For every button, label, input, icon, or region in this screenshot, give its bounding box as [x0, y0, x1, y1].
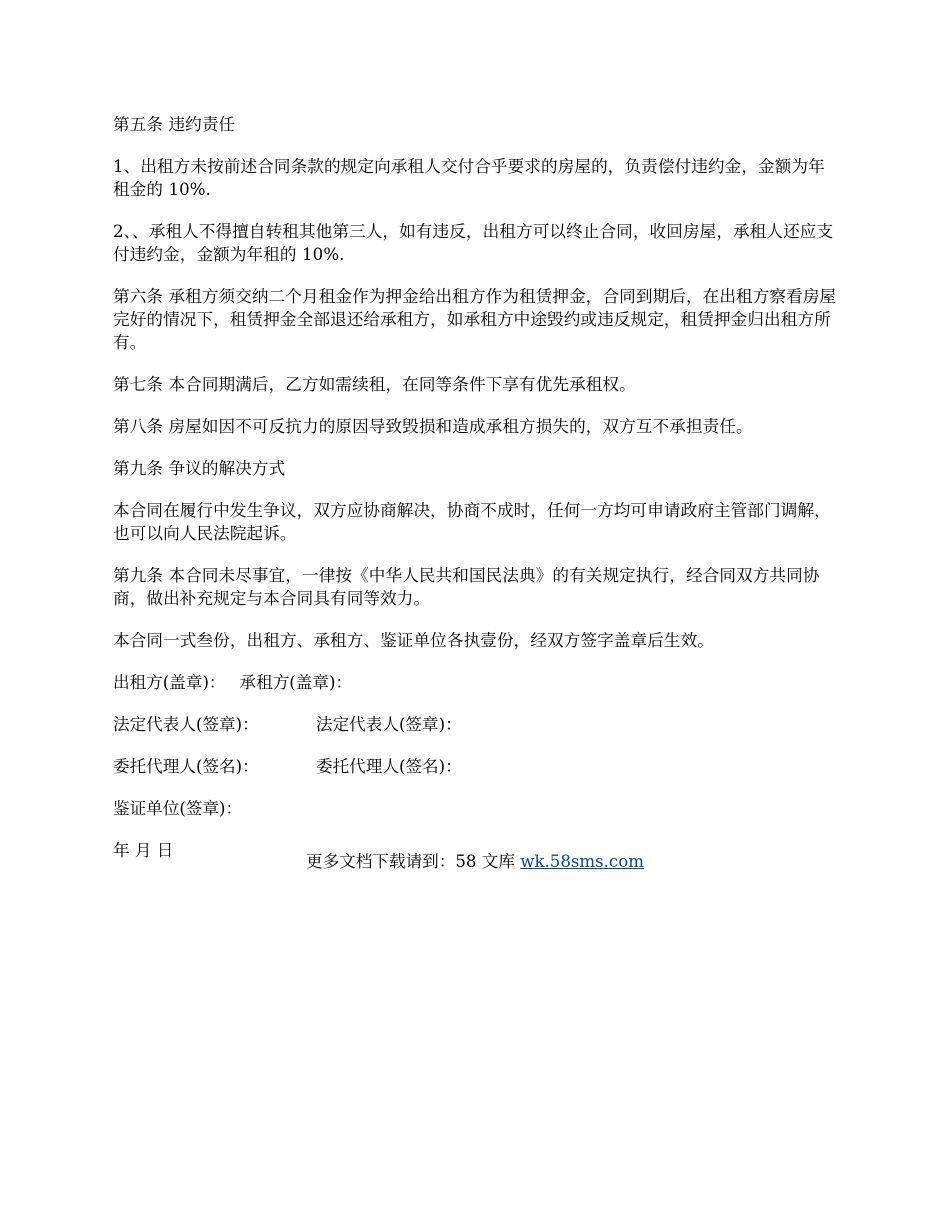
- article-9-dispute-heading: 第九条 争议的解决方式: [113, 459, 286, 478]
- dispute-resolution-text: 本合同在履行中发生争议，双方应协商解决，协商不成时，任何一方均可申请政府主管部门调解，也可以向人民法院起诉。: [113, 501, 831, 543]
- document-body: [113, 113, 838, 881]
- lessor-legal-rep-label: 法定代表人(签章)：: [113, 715, 259, 734]
- footer-prefix-text: 更多文档下载请到：58 文库: [306, 852, 521, 871]
- lessee-seal-label: 承租方(盖章)：: [239, 673, 353, 692]
- article-7-renewal: 第七条 本合同期满后，乙方如需续租，在同等条件下享有优先承租权。: [113, 375, 636, 394]
- download-footer: [0, 850, 950, 873]
- lessor-seal-label: 出租方(盖章)：: [113, 673, 226, 692]
- clause-2-sublease-penalty: 2、、承租人不得擅自转租其他第三人，如有违反，出租方可以终止合同，收回房屋，承租人还应支付违约金，金额为年租的 10%.: [113, 222, 834, 264]
- witness-unit-label: 鉴证单位(签章)：: [113, 799, 243, 818]
- section-heading-breach-liability: 第五条 违约责任: [113, 115, 236, 134]
- signature-row-witness: [113, 797, 838, 820]
- article-6-deposit: 第六条 承租方须交纳二个月租金作为押金给出租方作为租赁押金，合同到期后，在出租方察看房屋完好的情况下，租赁押金全部退还给承租方，如承租方中途毁约或违反规定，租赁押金归出租方所有。: [113, 287, 837, 352]
- clause-1-delivery-penalty: 1、出租方未按前述合同条款的规定向承租人交付合乎要求的房屋的，负责偿付违约金，金额为年租金的 10%.: [113, 157, 825, 199]
- copies-clause: 本合同一式叁份，出租方、承租方、鉴证单位各执壹份，经双方签字盖章后生效。: [113, 631, 714, 650]
- article-8-force-majeure: 第八条 房屋如因不可反抗力的原因导致毁损和造成承租方损失的，双方互不承担责任。: [113, 417, 753, 436]
- lessor-agent-label: 委托代理人(签名)：: [113, 757, 259, 776]
- date-label: 年 月 日: [113, 841, 174, 860]
- article-9-supplementary: 第九条 本合同未尽事宜，一律按《中华人民共和国民法典》的有关规定执行，经合同双方共同协商，做出补充规定与本合同具有同等效力。: [113, 566, 820, 608]
- lessee-agent-label: 委托代理人(签名)：: [316, 757, 462, 776]
- signature-row-parties: [113, 671, 838, 694]
- signature-row-agent: [113, 755, 838, 778]
- signature-row-legal-rep: [113, 713, 838, 736]
- footer-link[interactable]: wk.58sms.com: [520, 852, 644, 871]
- lessee-legal-rep-label: 法定代表人(签章)：: [316, 715, 462, 734]
